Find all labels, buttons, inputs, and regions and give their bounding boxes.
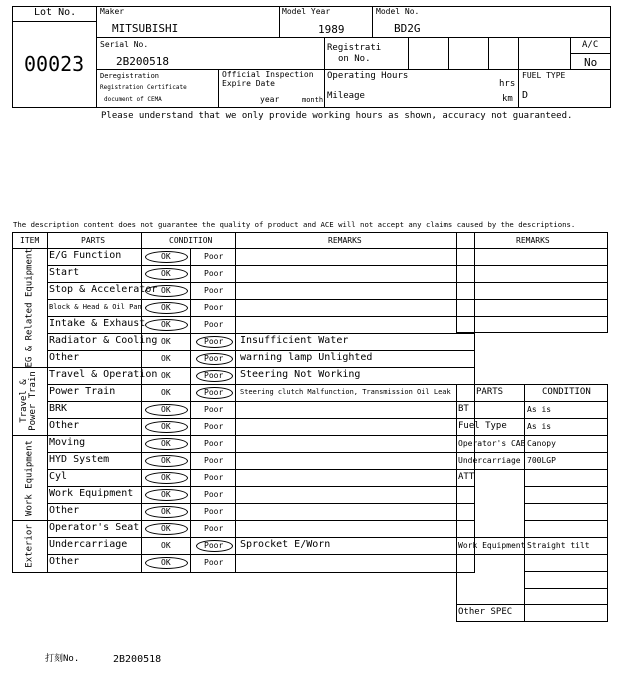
part-name: Radiator & Cooling [49,335,158,346]
ok-option[interactable]: OK [161,371,171,380]
col-item: ITEM [20,236,40,245]
model-no-label: Model No. [376,7,420,16]
mileage-label: Mileage [327,91,365,101]
spec-condition: As is [527,405,552,414]
part-name: Stop & Accelerator [49,284,158,295]
maker-value: MITSUBISHI [112,22,179,35]
ok-selected-mark [145,506,188,518]
cema-document-label: document of CEMA [104,96,162,103]
maker-label: Maker [100,7,125,16]
poor-selected-mark [196,370,233,382]
poor-option[interactable]: Poor [204,524,224,533]
spec-part: Other SPEC [458,607,513,617]
model-year-label: Model Year [282,7,331,16]
hrs-label: hrs [499,79,516,89]
remark-text: Steering Not Working [240,369,361,380]
ok-option[interactable]: OK [161,320,171,329]
ok-selected-mark [145,285,188,297]
poor-option[interactable]: Poor [204,269,224,278]
ok-option[interactable]: OK [161,473,171,482]
group-label: Work Equipment [24,439,34,516]
ok-option[interactable]: OK [161,252,171,261]
ac-label: A/C [582,40,599,50]
model-no-value: BD2G [394,22,421,35]
part-name: HYD System [49,454,110,465]
year-label: year [260,95,280,104]
lot-number: 00023 [24,52,85,76]
fuel-type-value: D [522,90,529,101]
spec-col-condition: CONDITION [542,387,591,397]
ok-selected-mark [145,251,188,263]
remark-text: warning lamp Unlighted [240,352,373,363]
part-name: E/G Function [49,250,122,261]
poor-option[interactable]: Poor [204,371,224,380]
ac-value: No [584,56,598,69]
poor-option[interactable]: Poor [204,320,224,329]
poor-option[interactable]: Poor [204,490,224,499]
part-name: Moving [49,437,86,448]
ok-selected-mark [145,421,188,433]
working-hours-notice: Please understand that we only provide working hours as shown, accuracy not guaranteed. [101,111,573,121]
part-name: Power Train [49,386,116,397]
ok-option[interactable]: OK [161,388,171,397]
remark-text: Insufficient Water [240,335,349,346]
part-name: Other [49,505,80,516]
poor-option[interactable]: Poor [204,456,224,465]
remark-text: Sprocket E/Worn [240,539,331,550]
part-name: Operator's Seat [49,522,140,533]
ok-option[interactable]: OK [161,422,171,431]
stamp-number-label: 打刻No. [45,654,80,664]
spec-part: Work Equipment [458,541,526,550]
ok-selected-mark [145,455,188,467]
group-label: Exterior [24,523,34,568]
col-condition: CONDITION [169,236,213,245]
ok-option[interactable]: OK [161,303,171,312]
poor-option[interactable]: Poor [204,252,224,261]
part-name: Start [49,267,80,278]
side-remarks-title: REMARKS [516,236,550,245]
col-parts: PARTS [81,236,106,245]
poor-selected-mark [196,336,233,348]
spec-condition: As is [527,422,552,431]
ok-option[interactable]: OK [161,541,171,550]
remark-text: Steering clutch Malfunction, Transmission Oil Leak [240,388,451,396]
ok-option[interactable]: OK [161,337,171,346]
part-name: Other [49,420,80,431]
registration-label-1: Registrati [327,43,382,53]
ok-option[interactable]: OK [161,405,171,414]
poor-option[interactable]: Poor [204,558,224,567]
col-remarks: REMARKS [328,236,362,245]
poor-option[interactable]: Poor [204,337,224,346]
spec-part: BT [458,404,469,414]
ok-selected-mark [145,404,188,416]
poor-option[interactable]: Poor [204,286,224,295]
poor-selected-mark [196,353,233,365]
spec-condition: 700LGP [527,456,556,465]
registration-label-2: on No. [338,54,371,64]
group-label: Travel & Power Train [19,371,38,431]
spec-condition: Straight tilt [527,541,590,550]
serial-value: 2B200518 [116,55,169,68]
ok-selected-mark [145,523,188,535]
ok-option[interactable]: OK [161,269,171,278]
poor-option[interactable]: Poor [204,422,224,431]
ok-selected-mark [145,472,188,484]
poor-option[interactable]: Poor [204,405,224,414]
month-label: month [302,96,324,104]
ok-selected-mark [145,302,188,314]
poor-option[interactable]: Poor [204,541,224,550]
ok-option[interactable]: OK [161,354,171,363]
poor-option[interactable]: Poor [204,507,224,516]
ok-option[interactable]: OK [161,439,171,448]
spec-part: Undercarriage [458,456,521,465]
deregistration-label: Deregistration [100,72,160,80]
poor-option[interactable]: Poor [204,388,224,397]
part-name: Undercarriage [49,539,128,550]
ok-selected-mark [145,438,188,450]
part-name: Travel & Operation [49,369,158,380]
spec-part: ATT [458,472,475,482]
part-name: Other [49,352,80,363]
spec-condition: Canopy [527,439,556,448]
disclaimer: The description content does not guarantee the quality of product and ACE will not accept any claims caused by the descriptions. [13,220,576,229]
operating-hours-label: Operating Hours [327,71,409,81]
ok-option[interactable]: OK [161,490,171,499]
group-label: EG & Related Equipment [24,247,34,367]
km-label: km [502,94,513,104]
spec-col-parts: PARTS [476,387,504,397]
spec-part: Fuel Type [458,421,507,431]
poor-selected-mark [196,540,233,552]
spec-part: Operator's CAB [458,439,526,448]
model-year-value: 1989 [318,23,345,36]
part-name: Intake & Exhaust [49,318,146,329]
part-name: BRK [49,403,68,414]
inspection-label-2: Expire Date [222,79,275,88]
inspection-label-1: Official Inspection [222,70,314,79]
fuel-type-label: FUEL TYPE [522,71,566,80]
stamp-number-value: 2B200518 [113,654,162,665]
ok-selected-mark [145,319,188,331]
serial-label: Serial No. [100,40,149,49]
part-name: Other [49,556,80,567]
ok-option[interactable]: OK [161,286,171,295]
part-name: Cyl [49,471,68,482]
poor-option[interactable]: Poor [204,473,224,482]
ok-option[interactable]: OK [161,507,171,516]
ok-option[interactable]: OK [161,524,171,533]
poor-option[interactable]: Poor [204,439,224,448]
ok-selected-mark [145,557,188,569]
ok-option[interactable]: OK [161,456,171,465]
part-name: Work Equipment [49,488,134,499]
ok-option[interactable]: OK [161,558,171,567]
poor-option[interactable]: Poor [204,303,224,312]
poor-selected-mark [196,387,233,399]
part-name: Block & Head & Oil Pan [49,303,142,311]
ok-selected-mark [145,268,188,280]
registration-certificate-label: Registration Certificate [100,84,187,91]
ok-selected-mark [145,489,188,501]
poor-option[interactable]: Poor [204,354,224,363]
lot-label: Lot No. [34,7,77,18]
